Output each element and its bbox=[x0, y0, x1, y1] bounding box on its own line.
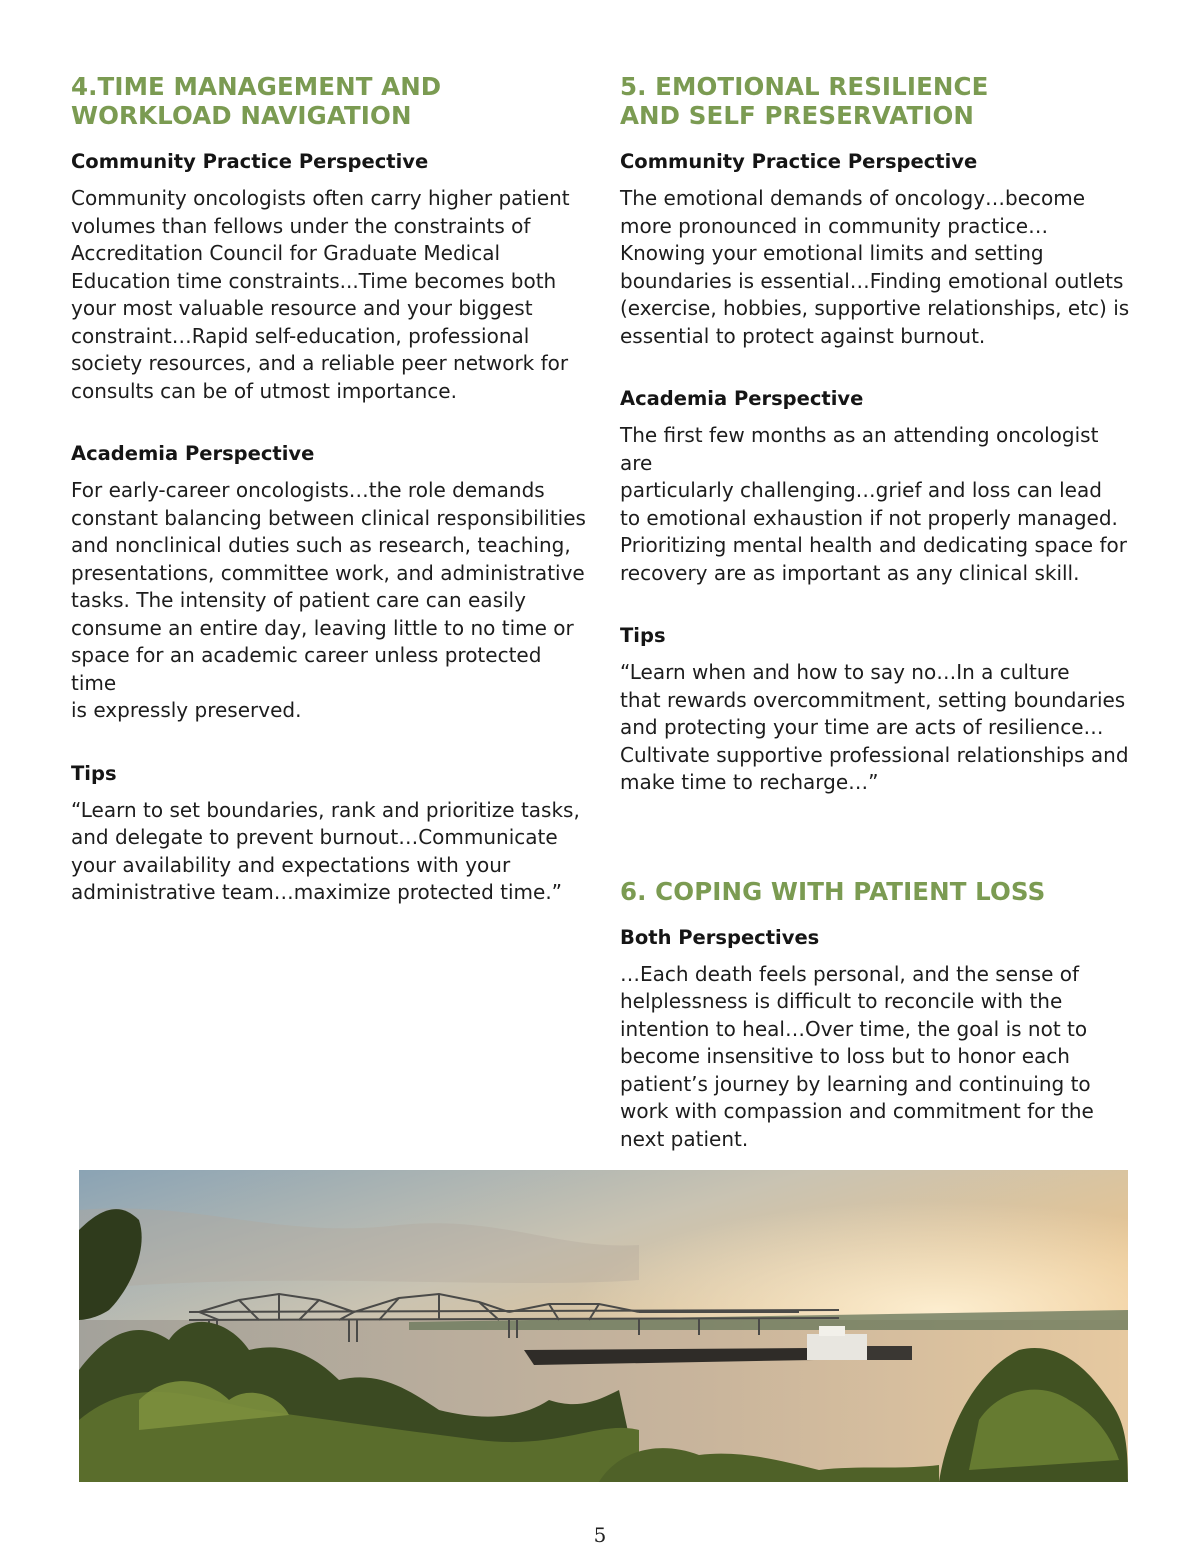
community-perspective-label: Community Practice Perspective bbox=[71, 150, 429, 173]
tips-label: Tips bbox=[620, 624, 666, 647]
section-4-heading-line-1: 4.TIME MANAGEMENT AND bbox=[71, 72, 442, 101]
section-5-heading-line-2: AND SELF PRESERVATION bbox=[620, 101, 975, 130]
community-perspective-text: Community oncologists often carry higher patient volumes than fellows under the constraints of Accreditation Council for Graduate Medical Education time constraints...Time becomes both your most valuable resource and your biggest constraint…Rapid self-education, professional society resources, and a reliable peer network for consults can be of utmost importance. bbox=[71, 186, 570, 403]
section-4-heading-line-2: WORKLOAD NAVIGATION bbox=[71, 101, 412, 130]
academia-perspective-label: Academia Perspective bbox=[620, 387, 864, 410]
river-bridge-photo bbox=[79, 1170, 1128, 1482]
left-column bbox=[71, 72, 586, 907]
academia-perspective-text: For early-career oncologists…the role demands constant balancing between clinical responsibilities and nonclinical duties such as research, teaching, presentations, committee work, and administrative tasks. The intensity of patient care can easily consume an entire day, leaving little to no time or space for an academic career unless protected time is expressly preserved. bbox=[71, 478, 586, 722]
both-perspectives-label: Both Perspectives bbox=[620, 925, 820, 949]
both-perspectives-text: …Each death feels personal, and the sense of helplessness is difficult to reconcile with the intention to heal…Over time, the goal is not to become insensitive to loss but to honor each patient’s journey by learning and continuing to work with compassion and commitment for the next patient. bbox=[620, 961, 1094, 1151]
academia-perspective-label: Academia Perspective bbox=[71, 442, 315, 465]
section-6-heading: 6. COPING WITH PATIENT LOSS bbox=[620, 876, 1046, 906]
community-perspective-text: The emotional demands of oncology…become more pronounced in community practice… Knowing your emotional limits and setting boundaries is essential…Finding emotional outlets (exercise, hobbies, supportive relationships, etc) is essential to protect against burnout. bbox=[620, 186, 1130, 348]
academia-perspective-text: The first few months as an attending oncologist are particularly challenging…grief and loss can lead to emotional exhaustion if not properly managed. Prioritizing mental health and dedicating space for recovery are as important as any clinical skill. bbox=[620, 423, 1127, 585]
right-column bbox=[620, 72, 1135, 1153]
section-5-heading bbox=[620, 72, 1135, 130]
tips-text: “Learn to set boundaries, rank and prioritize tasks, and delegate to prevent burnout…Communicate your availability and expectations with your administrative team…maximize protected time.” bbox=[71, 797, 580, 904]
section-5-heading-line-1: 5. EMOTIONAL RESILIENCE bbox=[620, 72, 989, 101]
section-4-heading bbox=[71, 72, 586, 130]
tips-label: Tips bbox=[71, 761, 117, 785]
community-perspective-label: Community Practice Perspective bbox=[620, 150, 978, 173]
tips-text: “Learn when and how to say no…In a culture that rewards overcommitment, setting boundaries and protecting your time are acts of resilience… Cultivate supportive professional relationships and make time to recharge…” bbox=[620, 660, 1129, 794]
page-number: 5 bbox=[593, 1523, 607, 1547]
